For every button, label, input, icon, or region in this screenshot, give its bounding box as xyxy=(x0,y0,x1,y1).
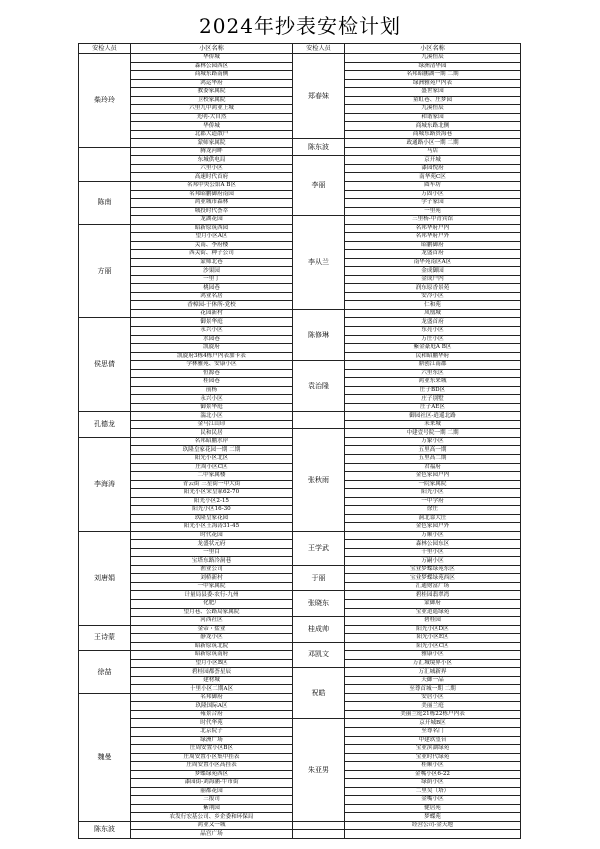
empty-cell xyxy=(293,830,345,839)
schedule-table xyxy=(78,43,521,839)
community-name: 经营公司-金天地 xyxy=(345,821,521,830)
community-name: 宝业时代绿苑 xyxy=(345,753,521,762)
inspector-name: 张秋雨 xyxy=(293,429,345,531)
community-name: 华侨城 xyxy=(131,54,293,63)
table-row xyxy=(79,216,521,225)
table-row xyxy=(79,668,521,677)
community-name: 望月小区B区 xyxy=(131,659,293,668)
community-name: 绿洲清华园 xyxy=(345,62,521,71)
community-name: 名邦华府户内 xyxy=(345,224,521,233)
inspector-name: 于丽 xyxy=(293,565,345,591)
table-row xyxy=(79,719,521,728)
community-name: 六里九中鸿业上城 xyxy=(131,105,293,114)
community-name: 金马江山印 xyxy=(131,420,293,429)
community-name: 桂园巷 xyxy=(131,378,293,387)
community-name: 一中学府 xyxy=(345,497,521,506)
community-name: 商城东路北侧 xyxy=(345,122,521,131)
community-name: 梦蝶苑 xyxy=(345,813,521,822)
inspector-name: 张晓东 xyxy=(293,591,345,617)
community-name: 凤凰城 xyxy=(345,309,521,318)
community-name: 漆园悦府 xyxy=(345,164,521,173)
community-name: 绿荫小区 xyxy=(345,779,521,788)
community-name: 城投时代荟萃 xyxy=(131,207,293,216)
community-name: 庄周安置小区B区 xyxy=(131,745,293,754)
community-name: 十里小区二期A区 xyxy=(131,685,293,694)
community-name: 鼎创江南郡 xyxy=(345,361,521,370)
community-name: 安冷小区 xyxy=(345,292,521,301)
community-name: 阳光小区E区 xyxy=(345,634,521,643)
community-name: 渔业公司 xyxy=(131,565,293,574)
community-name: 美丽兰庭21栋22栋户内表 xyxy=(345,710,521,719)
community-name: 森林公园西区 xyxy=(131,62,293,71)
community-name: 光明-大自然 xyxy=(131,113,293,122)
community-name: 金色家园户内 xyxy=(345,472,521,481)
community-name: 凯旋府3栋4栋户内表加卡表 xyxy=(131,352,293,361)
community-name: 农发行宏基公司、乡企委和环保局 xyxy=(131,813,293,822)
inspector-name xyxy=(293,412,345,429)
community-name: 望月小区A区 xyxy=(131,233,293,242)
community-name: 刘桥新村 xyxy=(131,574,293,583)
community-name: 中建壹号院一期 二期 xyxy=(345,429,521,438)
community-name: 徐庄 xyxy=(345,506,521,515)
community-name: 永兴小区 xyxy=(131,395,293,404)
community-name: 阳光小区王海涛31-45 xyxy=(131,523,293,532)
community-name: 一里苑 xyxy=(345,207,521,216)
inspector-name: 徐喆 xyxy=(79,651,131,694)
community-name: 金色家园户外 xyxy=(345,523,521,532)
community-name: 三里杨-中青宾馆 xyxy=(345,216,521,225)
community-name: 汇通财富广场 xyxy=(345,582,521,591)
community-name: 昭鹏御府 xyxy=(345,241,521,250)
table-row xyxy=(79,617,521,626)
community-name: 金成户内 xyxy=(345,275,521,284)
community-name: 一院家属院 xyxy=(345,480,521,489)
community-name: 至尊首城一期 二期 xyxy=(345,685,521,694)
community-name: 沙果园 xyxy=(131,267,293,276)
community-name: 名邦昭鹏湖一期 二期 xyxy=(345,71,521,80)
community-name: 商城东路南侧 xyxy=(131,71,293,80)
inspector-name: 朱亚男 xyxy=(293,719,345,821)
community-name: 鸿业又一城 xyxy=(131,821,293,830)
inspector-name xyxy=(79,147,131,181)
community-name: 昭新原筑南府 xyxy=(131,651,293,660)
community-name: 紫荆园 xyxy=(131,804,293,813)
community-name: 鸿运华府 xyxy=(131,79,293,88)
community-name: 东城供电局 xyxy=(131,156,293,165)
community-name: 一里白 xyxy=(131,548,293,557)
community-name: 恒源巷 xyxy=(131,369,293,378)
community-name: 一里丁 xyxy=(131,275,293,284)
community-name: 水园巷 xyxy=(131,335,293,344)
column-header: 小区名称 xyxy=(131,44,293,54)
community-name: 桂顺小区 xyxy=(345,762,521,771)
community-name: 金帝・盐业 xyxy=(131,625,293,634)
inspector-name: 方丽 xyxy=(79,224,131,318)
table-row xyxy=(79,156,521,165)
community-name: 时代花园 xyxy=(131,531,293,540)
community-name: 望月巷、公路局家属院 xyxy=(131,608,293,617)
community-name: 金成御园 xyxy=(345,267,521,276)
community-name: 庄周安置小区高挂表 xyxy=(131,762,293,771)
inspector-name: 王学武 xyxy=(293,531,345,565)
community-name: 商城东路贵海巷 xyxy=(345,130,521,139)
table-row xyxy=(79,54,521,63)
community-name: 学子家园 xyxy=(345,199,521,208)
community-name: 玖隆国际A区 xyxy=(131,702,293,711)
empty-cell xyxy=(345,830,521,839)
community-name: 阳光小区宋皇冢62-70 xyxy=(131,489,293,498)
community-name: 名邦昭鹏御府南园 xyxy=(131,190,293,199)
community-name: 九溪恒辰 xyxy=(345,105,521,114)
table-row xyxy=(79,830,521,839)
column-header: 安检人员 xyxy=(293,44,345,54)
community-name: 万象小区 xyxy=(345,437,521,446)
inspector-name: 侯思倩 xyxy=(79,318,131,412)
community-name: 二里吴（塔） xyxy=(345,787,521,796)
community-name: 玖隆皇家花园 xyxy=(131,514,293,523)
community-name: 万固小区 xyxy=(345,190,521,199)
community-name: 宝业滨湖绿苑 xyxy=(345,745,521,754)
inspector-name xyxy=(293,821,345,830)
table-row xyxy=(79,642,521,651)
community-name: 桃园巷 xyxy=(131,284,293,293)
community-name: 万汇城新界 xyxy=(345,668,521,677)
column-header: 安检人员 xyxy=(79,44,131,54)
community-name: 东亮小区 xyxy=(345,327,521,336)
table-row xyxy=(79,412,521,421)
community-name: 阳光小区北区 xyxy=(131,454,293,463)
community-name: 御景华庭 xyxy=(131,318,293,327)
community-name: 五里高二期 xyxy=(345,454,521,463)
community-name: 阳光小区C区 xyxy=(345,642,521,651)
community-name: 碧桂园都荟星辰 xyxy=(131,668,293,677)
community-name: 宝塔东路冷洞巷 xyxy=(131,557,293,566)
community-name: 安居小区 xyxy=(345,693,521,702)
community-name: 一中家属院 xyxy=(131,582,293,591)
community-name: 美丽兰庭 xyxy=(345,702,521,711)
community-name: 金嘴小区 xyxy=(345,796,521,805)
inspector-name: 陈东波 xyxy=(293,139,345,156)
inspector-name: 刘唐娟 xyxy=(79,531,131,625)
inspector-name: 陈修琳 xyxy=(293,309,345,360)
community-name: 阳光小区 xyxy=(345,489,521,498)
table-row xyxy=(79,361,521,370)
community-name: 前杨 xyxy=(131,386,293,395)
inspector-name: 柴玲玲 xyxy=(79,54,131,148)
community-name: 建材城 xyxy=(131,676,293,685)
community-name: 化肥厂 xyxy=(131,600,293,609)
community-name: 御园社区-逍遥北路 xyxy=(345,412,521,421)
table-row xyxy=(79,531,521,540)
community-name: 森林公园东区 xyxy=(345,540,521,549)
community-name: 京开城 xyxy=(345,156,521,165)
community-name: 高速时代首府 xyxy=(131,173,293,182)
community-name: 漆园街-刘海涵-牛市街 xyxy=(131,779,293,788)
community-name: 庄周小区C区 xyxy=(131,463,293,472)
community-name: 三报司 xyxy=(131,796,293,805)
community-name: 香樟园-于休所-党校 xyxy=(131,301,293,310)
community-name: 时代华苑 xyxy=(131,719,293,728)
community-name: 华侨城 xyxy=(131,122,293,131)
community-name: 万汇城境界小区 xyxy=(345,659,521,668)
table-row xyxy=(79,565,521,574)
community-name: 丽都花园 xyxy=(131,787,293,796)
community-name: 御景华庭 xyxy=(131,403,293,412)
community-name: 健居苑 xyxy=(345,804,521,813)
community-name: 阳光小区16-30 xyxy=(131,506,293,515)
table-row xyxy=(79,139,521,148)
community-name: 六里小区 xyxy=(131,164,293,173)
community-name: 腾龙河畔 xyxy=(131,147,293,156)
community-name: 名邦中央公馆A B区 xyxy=(131,181,293,190)
community-name: 洞北靠大庄 xyxy=(345,514,521,523)
inspector-name: 陈南 xyxy=(79,181,131,224)
inspector-name: 李丽 xyxy=(293,156,345,216)
community-name: 庄周安置小区集中挂表 xyxy=(131,753,293,762)
community-name: 北郡大道散户 xyxy=(131,130,293,139)
table-row xyxy=(79,429,521,438)
community-name: 庄子别墅 xyxy=(345,395,521,404)
community-name: 梦蝶绿苑西区 xyxy=(131,770,293,779)
community-name: 凯旋府 xyxy=(131,344,293,353)
community-name: 雅康小区 xyxy=(345,651,521,660)
community-name: 政通路小区一期 二期 xyxy=(345,139,521,148)
community-name: 昭新原筑北院 xyxy=(131,642,293,651)
inspector-name: 王诗蒙 xyxy=(79,625,131,651)
community-name: 宝业梦蝶绿苑东区 xyxy=(345,565,521,574)
community-name: 玖隆皇家花园一期 二期 xyxy=(131,446,293,455)
community-name: 晶宫广场 xyxy=(131,830,293,839)
community-name: 庄子AE区 xyxy=(345,403,521,412)
community-name: 青云街 三星街一中大街 xyxy=(131,480,293,489)
community-name: 卫校家属院 xyxy=(131,96,293,105)
community-name: 龙湖花园 xyxy=(131,216,293,225)
community-name: 至尊名门 xyxy=(345,727,521,736)
inspection-schedule-table xyxy=(78,43,520,839)
inspector-name: 袁治隆 xyxy=(293,361,345,412)
community-name: 鸿业东来城 xyxy=(345,378,521,387)
community-name: 五里高一期 xyxy=(345,446,521,455)
community-name: 西关街、种子公司 xyxy=(131,250,293,259)
page-title: 2024年抄表安检计划 xyxy=(199,14,401,38)
community-name: 盛世家园 xyxy=(345,88,521,97)
header-row xyxy=(79,44,521,54)
community-name: 童虹巷、庄梦园 xyxy=(345,96,521,105)
community-name: 教委家属院 xyxy=(131,88,293,97)
community-name: 雍景合府 xyxy=(131,710,293,719)
table-row xyxy=(79,821,521,830)
table-row xyxy=(79,591,521,600)
community-name: 绿洲雅苑户内表 xyxy=(345,79,521,88)
community-name: 计量局县委-农行-九州 xyxy=(131,591,293,600)
community-name: 紫金豪庭A B区 xyxy=(345,344,521,353)
community-name: 庄子BD区 xyxy=(345,386,521,395)
community-name: 阳光小区D区 xyxy=(345,625,521,634)
community-name: 蒙师北巷 xyxy=(131,258,293,267)
inspector-name: 桂成帅 xyxy=(293,617,345,643)
community-name: 静龙小区 xyxy=(131,634,293,643)
community-name: 阳光小区2-15 xyxy=(131,497,293,506)
community-name: 鸿业城市森林 xyxy=(131,199,293,208)
table-row xyxy=(79,309,521,318)
community-name: 花园新村 xyxy=(131,309,293,318)
community-name: 十里小区 xyxy=(345,548,521,557)
inspector-name: 祝皓 xyxy=(293,668,345,719)
community-name: 名邦昭鹏水岸 xyxy=(131,437,293,446)
community-name: 龙盛首府 xyxy=(345,250,521,259)
community-name: 圆车坊 xyxy=(345,181,521,190)
community-name: 金嘴小区6-22 xyxy=(345,770,521,779)
community-name: 鸿业名居 xyxy=(131,292,293,301)
inspector-name: 邓凯文 xyxy=(293,642,345,668)
community-name: 昭新原筑西园 xyxy=(131,224,293,233)
inspector-name: 孔德龙 xyxy=(79,412,131,438)
community-name: 马店 xyxy=(345,147,521,156)
community-name: 万嗣小区 xyxy=(345,557,521,566)
community-name: 中建玖玺台 xyxy=(345,736,521,745)
inspector-name: 陈东波 xyxy=(79,821,131,838)
community-name: 北京院子 xyxy=(131,727,293,736)
community-name: 和谐家园 xyxy=(345,113,521,122)
community-name: 碧桂园翡翠湾 xyxy=(345,591,521,600)
community-name: 绿洲广场 xyxy=(131,736,293,745)
community-name: 永兴小区 xyxy=(131,327,293,336)
community-name: 关南、李府楼 xyxy=(131,241,293,250)
community-name: 宝业梦蝶绿苑西区 xyxy=(345,574,521,583)
community-name: 名邦华府户外 xyxy=(345,233,521,242)
community-name: 湍北小区 xyxy=(131,412,293,421)
community-name: 碧桂园 xyxy=(345,617,521,626)
community-name: 九溪恒辰 xyxy=(345,54,521,63)
community-name: 龙盛状元府 xyxy=(131,540,293,549)
community-name: 天御一品 xyxy=(345,676,521,685)
community-name: 仁和苑 xyxy=(345,301,521,310)
community-name: 君福府 xyxy=(345,463,521,472)
community-name: 河西社区 xyxy=(131,617,293,626)
community-name: 京开城B区 xyxy=(345,719,521,728)
community-name: 未来城 xyxy=(345,420,521,429)
inspector-name: 郑春妹 xyxy=(293,54,345,139)
community-name: 名邦御府 xyxy=(131,693,293,702)
inspector-name: 李从兰 xyxy=(293,216,345,310)
community-name: 二中家属楼 xyxy=(131,472,293,481)
community-name: 六里东区 xyxy=(345,369,521,378)
community-name: 万庄小区 xyxy=(345,335,521,344)
community-name: 民和昭鹏华府 xyxy=(345,352,521,361)
community-name: 蒙师家属院 xyxy=(131,139,293,148)
community-name: 万顺小区 xyxy=(345,531,521,540)
community-name: 蒙御府 xyxy=(345,600,521,609)
community-name: 润东原香景苑 xyxy=(345,284,521,293)
community-name: 宝业逍遥绿苑 xyxy=(345,608,521,617)
inspector-name: 李海涛 xyxy=(79,437,131,531)
community-name: 南华苑南区A区 xyxy=(345,258,521,267)
community-name: 民和民居 xyxy=(131,429,293,438)
inspector-name: 魏曼 xyxy=(79,693,131,821)
community-name: 南华苑C区 xyxy=(345,173,521,182)
column-header: 小区名称 xyxy=(345,44,521,54)
community-name: 学林雅苑、安康小区 xyxy=(131,361,293,370)
community-name: 龙盛首府 xyxy=(345,318,521,327)
